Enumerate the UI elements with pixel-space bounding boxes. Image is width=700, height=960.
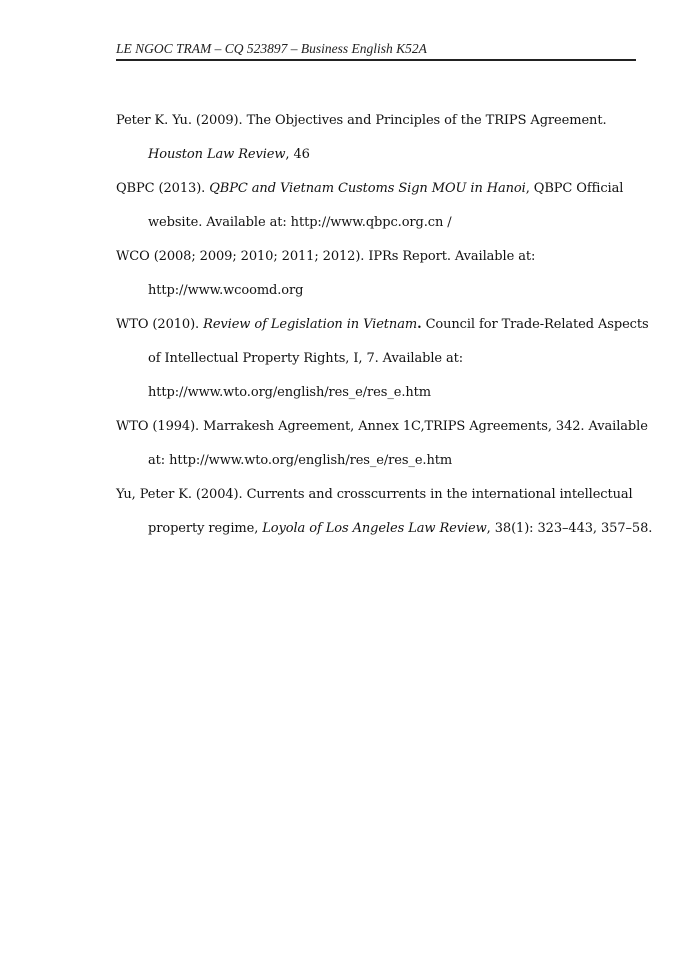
reference-text: Peter K. Yu. (2009). The Objectives and Principles of the TRIPS Agreement. — [116, 113, 607, 128]
reference-continuation-line — [148, 348, 463, 370]
reference-title-text: Houston Law Review — [148, 147, 286, 162]
reference-continuation-line — [148, 212, 452, 234]
reference-text: http://www.wcoomd.org — [148, 283, 304, 298]
reference-text: QBPC (2013). — [116, 181, 210, 196]
reference-line — [116, 484, 633, 506]
reference-text: , 38(1): 323–443, 357–58. — [486, 521, 653, 536]
reference-text: at: http://www.wto.org/english/res_e/res_e.htm — [148, 453, 453, 468]
reference-continuation-line — [148, 518, 652, 540]
reference-text: of Intellectual Property Rights, I, 7. Available at: — [148, 351, 464, 366]
reference-text: WTO (2010). — [116, 317, 204, 332]
reference-line — [116, 246, 535, 268]
reference-continuation-line — [148, 450, 452, 472]
reference-continuation-line — [148, 144, 310, 166]
reference-text: Council for Trade-Related Aspects — [421, 317, 649, 332]
reference-line — [116, 416, 648, 438]
reference-text: , QBPC Official — [525, 181, 624, 196]
reference-text: WCO (2008; 2009; 2010; 2011; 2012). IPRs Report. Available at: — [116, 249, 536, 264]
reference-text: website. Available at: http://www.qbpc.org.cn / — [148, 215, 452, 230]
reference-text: . — [417, 317, 422, 332]
reference-text: property regime, — [148, 521, 263, 536]
reference-line — [116, 178, 623, 200]
reference-title-text: Review of Legislation in Vietnam — [203, 317, 418, 332]
page-header: LE NGOC TRAM – CQ 523897 – Business English K52A — [116, 41, 636, 61]
reference-title-text: Loyola of Los Angeles Law Review — [262, 521, 487, 536]
reference-text: WTO (1994). Marrakesh Agreement, Annex 1C,TRIPS Agreements, 342. Available — [116, 419, 648, 434]
reference-continuation-line — [148, 382, 431, 404]
reference-text: , 46 — [285, 147, 310, 162]
reference-line — [116, 110, 606, 132]
reference-line — [116, 314, 649, 336]
reference-text: http://www.wto.org/english/res_e/res_e.htm — [148, 385, 431, 400]
reference-title-text: QBPC and Vietnam Customs Sign MOU in Hanoi — [209, 181, 526, 196]
reference-continuation-line — [148, 280, 303, 302]
reference-text: Yu, Peter K. (2004). Currents and crosscurrents in the international intellectual — [116, 487, 633, 502]
